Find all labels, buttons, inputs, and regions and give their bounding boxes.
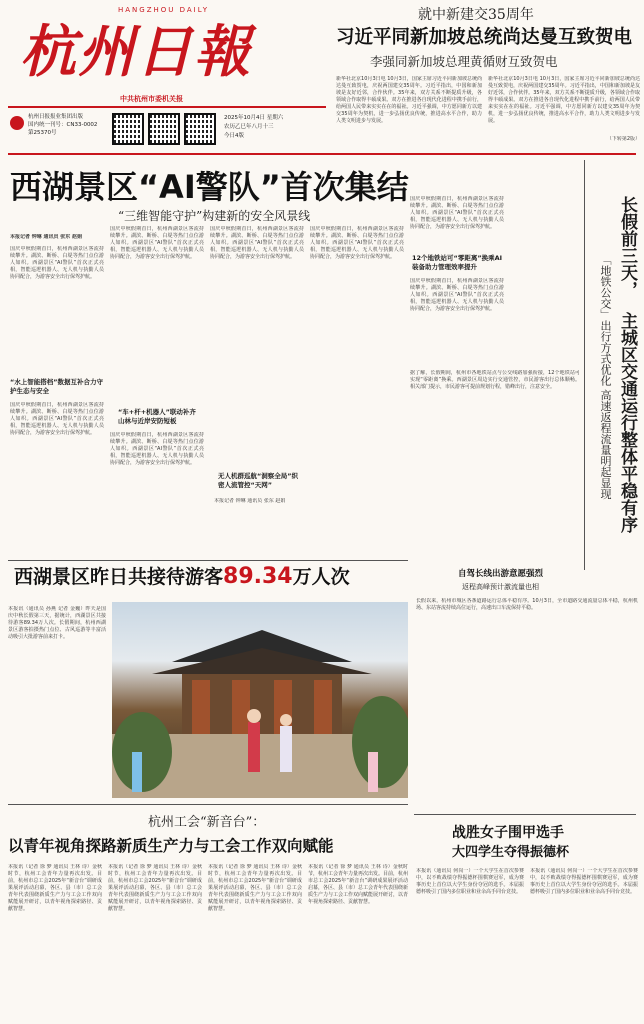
top-story: [336, 0, 640, 150]
pavilion-illustration: [112, 602, 408, 798]
tourism-body: 本报讯（通讯员 孙燕 记者 金巍）昨天是国庆中秋长假第三天，据统计，西湖景区共接待游客89.34万人次。长假期间，杭州西湖景区游客拍摄热门点位、古风巡游等丰富活动吸引大批游客前来打卡。: [8, 606, 106, 640]
weiqi-body-col1: 本报讯（通讯员 何岗一）一个大学生在首次参赛中，以不败战绩夺得振德杯围棋赛冠军，成为赛事历史上首位以大学生身份夺冠的选手。本届振德杯吸引了国内多位职业和业余高手同台竞技。: [416, 868, 524, 895]
selfdrive-story: [414, 562, 640, 812]
lead-body-col5b: 国庆中秋假期首日，杭州西湖景区客流持续攀升。湖滨、断桥、白堤等热门点位游人如织。西湖景区“AI警队”首次正式亮相，智能巡逻机器人、无人机与执勤人员协同配合，为游客安全出行保驾护航。: [410, 278, 504, 312]
tourism-title: [14, 564, 350, 590]
union-title: 以青年视角探路新质生产力与工会工作双向赋能: [8, 837, 334, 855]
lead-body-col3: 国庆中秋假期首日，杭州西湖景区客流持续攀升。湖滨、断桥、白堤等热门点位游人如织。西湖景区“AI警队”首次正式亮相，智能巡逻机器人、无人机与执勤人员协同配合，为游客安全出行保驾护航。: [210, 226, 304, 260]
tourism-story: [8, 562, 408, 802]
weiqi-title: 战胜女子围甲选手: [452, 825, 564, 841]
qr-code-icon: [112, 113, 144, 145]
lead-body-col4: 国庆中秋假期首日，杭州西湖景区客流持续攀升。湖滨、断桥、白堤等热门点位游人如织。西湖景区“AI警队”首次正式亮相，智能巡逻机器人、无人机与执勤人员协同配合，为游客安全出行保驾护航。: [310, 226, 404, 260]
lead-subhead-3: 无人机群巡航“洞察全局”织密人流管控“天网”: [218, 472, 299, 489]
weiqi-subtitle: 大四学生夺得振德杯: [452, 845, 570, 860]
lead-title-part-a: 西湖景区“: [10, 168, 160, 206]
lead-byline: 本报记者 钟琳 通讯员 张东 赵娟: [10, 234, 82, 240]
lead-title-ai: AI: [159, 168, 196, 206]
top-story-kicker: 就中新建交35周年: [418, 7, 534, 23]
lead-subhead-4: 12个地铁站可“零距离”换乘AI装备助力管理效率提升: [412, 254, 503, 271]
union-body-col2: 本报讯（记者 徐 梦 通讯员 王林 诗）金秋时节，杭州工会青年力量再次出发。目前，杭州市总工会2025年“新音台”调研成果展评活动启幕，各区、县（市）总工会青年代表围绕新质生产力与工会工作双向赋能展开研讨，以青年视角探索路径、贡献智慧。: [108, 864, 202, 912]
qr-code-icon: [148, 113, 180, 145]
top-story-footnote: （下转第2版）: [606, 136, 640, 142]
masthead-logo: 杭州日報: [20, 19, 252, 85]
tourism-visitor-count: 89.34: [223, 564, 293, 589]
lead-body-col2: 国庆中秋假期首日，杭州西湖景区客流持续攀升。湖滨、断桥、白堤等热门点位游人如织。西湖景区“AI警队”首次正式亮相，智能巡逻机器人、无人机与执勤人员协同配合，为游客安全出行保驾护航。: [110, 226, 204, 260]
traffic-subtitle: 「地铁公交」出行方式优化 高速返程流量明起显现: [599, 254, 612, 500]
top-story-title: 习近平同新加坡总统尚达曼互致贺电: [336, 27, 633, 48]
weiqi-story: [414, 816, 640, 1024]
lead-title-part-b: 警队”首次集结: [195, 168, 409, 206]
selfdrive-subtitle: 返程高峰预计激流量也相: [462, 583, 539, 591]
selfdrive-body: 长假以来，杭州市城区各条道路运行总体平稳有序。10月3日，全市道路交通流量总体平稳，杭州机场、东站客流持续高位运行，高速出口车流保持平稳。: [416, 598, 638, 611]
hz-daily-logo-icon: [10, 116, 24, 130]
lead-body-col2b: 国庆中秋假期首日，杭州西湖景区客流持续攀升。湖滨、断桥、白堤等热门点位游人如织。西湖景区“AI警队”首次正式亮相，智能巡逻机器人、无人机与执勤人员协同配合，为游客安全出行保驾护航。: [110, 432, 204, 466]
union-kicker: 杭州工会“新音台”：: [148, 815, 266, 830]
lead-body-col1: 国庆中秋假期首日，杭州西湖景区客流持续攀升。湖滨、断桥、白堤等热门点位游人如织。西湖景区“AI警队”首次正式亮相，智能巡逻机器人、无人机与执勤人员协同配合，为游客安全出行保驾护航。: [10, 246, 104, 280]
lead-subtitle: “三维智能守护”构建新的安全风景线: [118, 209, 311, 223]
qr-code-icon: [184, 113, 216, 145]
traffic-vertical-headline: [586, 162, 640, 572]
traffic-title-bottom: 主城区交通运行整体平稳有序: [617, 312, 637, 533]
union-body-col4: 本报讯（记者 徐 梦 通讯员 王林 诗）金秋时节，杭州工会青年力量再次出发。目前，杭州市总工会2025年“新音台”调研成果展评活动启幕，各区、县（市）总工会青年代表围绕新质生产力与工会工作双向赋能展开研讨，以青年视角探索路径、贡献智慧。: [308, 864, 408, 905]
tourism-title-part-a: 西湖景区昨日共接待游客: [14, 566, 224, 588]
union-body-col1: 本报讯（记者 徐 梦 通讯员 王林 诗）金秋时节，杭州工会青年力量再次出发。目前，杭州市总工会2025年“新音台”调研成果展评活动启幕，各区、县（市）总工会青年代表围绕新质生产力与工会工作双向赋能展开研讨，以青年视角探索路径、贡献智慧。: [8, 864, 102, 912]
top-story-body-col2: 新华社北京10月3日电 10月3日，国家主席习近平同新加坡总统尚达曼互致贺电，庆祝两国建交35周年。习近平指出，中国和新加坡是友好近邻，合作伙伴。35年来，双方关系不断提质升级，各领域合作取得丰硕成果。双方在推进各自现代化进程中携手前行，给两国人民带来实实在在的福祉。习近平强调，中方愿同新方以建交35周年为契机，进一步弘扬优良传统，推进高水平合作，助力人类文明进步与发展。: [488, 76, 640, 124]
lead-body-col1b: 国庆中秋假期首日，杭州西湖景区客流持续攀升。湖滨、断桥、白堤等热门点位游人如织。西湖景区“AI警队”首次正式亮相，智能巡逻机器人、无人机与执勤人员协同配合，为游客安全出行保驾护航。: [10, 402, 104, 436]
lead-title: [10, 168, 409, 206]
tourism-title-part-b: 万人次: [292, 566, 350, 588]
top-story-body-col1: 新华社北京10月3日电 10月3日，国家主席习近平同新加坡总统尚达曼互致贺电，庆祝两国建交35周年。习近平指出，中国和新加坡是友好近邻，合作伙伴。35年来，双方关系不断提质升级，各领域合作取得丰硕成果。双方在推进各自现代化进程中携手前行，给两国人民带来实实在在的福祉。习近平强调，中方愿同新方以建交35周年为契机，进一步弘扬优良传统，推进高水平合作，助力人类文明进步与发展。: [336, 76, 482, 124]
weiqi-body-col2: 本报讯（通讯员 何岗一）一个大学生在首次参赛中，以不败战绩夺得振德杯围棋赛冠军，成为赛事历史上首位以大学生身份夺冠的选手。本届振德杯吸引了国内多位职业和业余高手同台竞技。: [530, 868, 638, 895]
traffic-body: 据了解，长假期间，杭州市各地铁站点与公交线路加强衔接，12个地铁站可实现“零距离”换乘。西湖景区周边实行交通管控，市民游客出行总体顺畅。相关部门提示，市民游客可提前规划行程，错峰出行，注意安全。: [410, 370, 580, 390]
top-story-subtitle: 李强同新加坡总理黄循财互致贺电: [370, 54, 558, 69]
masthead-group: 杭州日报报业集团出版: [28, 114, 84, 120]
lead-body-col5: 国庆中秋假期首日，杭州西湖景区客流持续攀升。湖滨、断桥、白堤等热门点位游人如织。西湖景区“AI警队”首次正式亮相，智能巡逻机器人、无人机与执勤人员协同配合，为游客安全出行保驾护航。: [410, 196, 504, 230]
union-body-col3: 本报讯（记者 徐 梦 通讯员 王林 诗）金秋时节，杭州工会青年力量再次出发。目前，杭州市总工会2025年“新音台”调研成果展评活动启幕，各区、县（市）总工会青年代表围绕新质生产力与工会工作双向赋能展开研讨，以青年视角探索路径、贡献智慧。: [208, 864, 302, 912]
masthead-en-name: HANGZHOU DAILY: [118, 6, 209, 14]
masthead: [0, 0, 328, 150]
lead-subhead-2: “车+杆+机器人”联动补齐山林与近岸安防短板: [118, 408, 196, 425]
masthead-issue: 第25370号: [28, 130, 57, 136]
masthead-pages: 今日4版: [224, 133, 244, 139]
masthead-issn: 国内统一刊号：CN33-0002: [28, 122, 98, 128]
union-story: [8, 806, 408, 1024]
lead-subhead-1: “水上智能搭档”数据互补合力守护生态与安全: [10, 378, 104, 395]
traffic-title-top: 长假前三天，: [617, 196, 637, 298]
lead-body-col3b: 本报记者 钟琳 通讯员 张东 赵娟: [214, 498, 286, 504]
masthead-organ: 中共杭州市委机关报: [120, 95, 183, 103]
masthead-lunar: 农历乙巳年八月十三: [224, 124, 274, 130]
tourism-photo: [112, 602, 408, 798]
selfdrive-title: 自驾长线出游意愿强烈: [458, 569, 544, 579]
masthead-date: 2025年10月4日 星期六: [224, 115, 284, 121]
